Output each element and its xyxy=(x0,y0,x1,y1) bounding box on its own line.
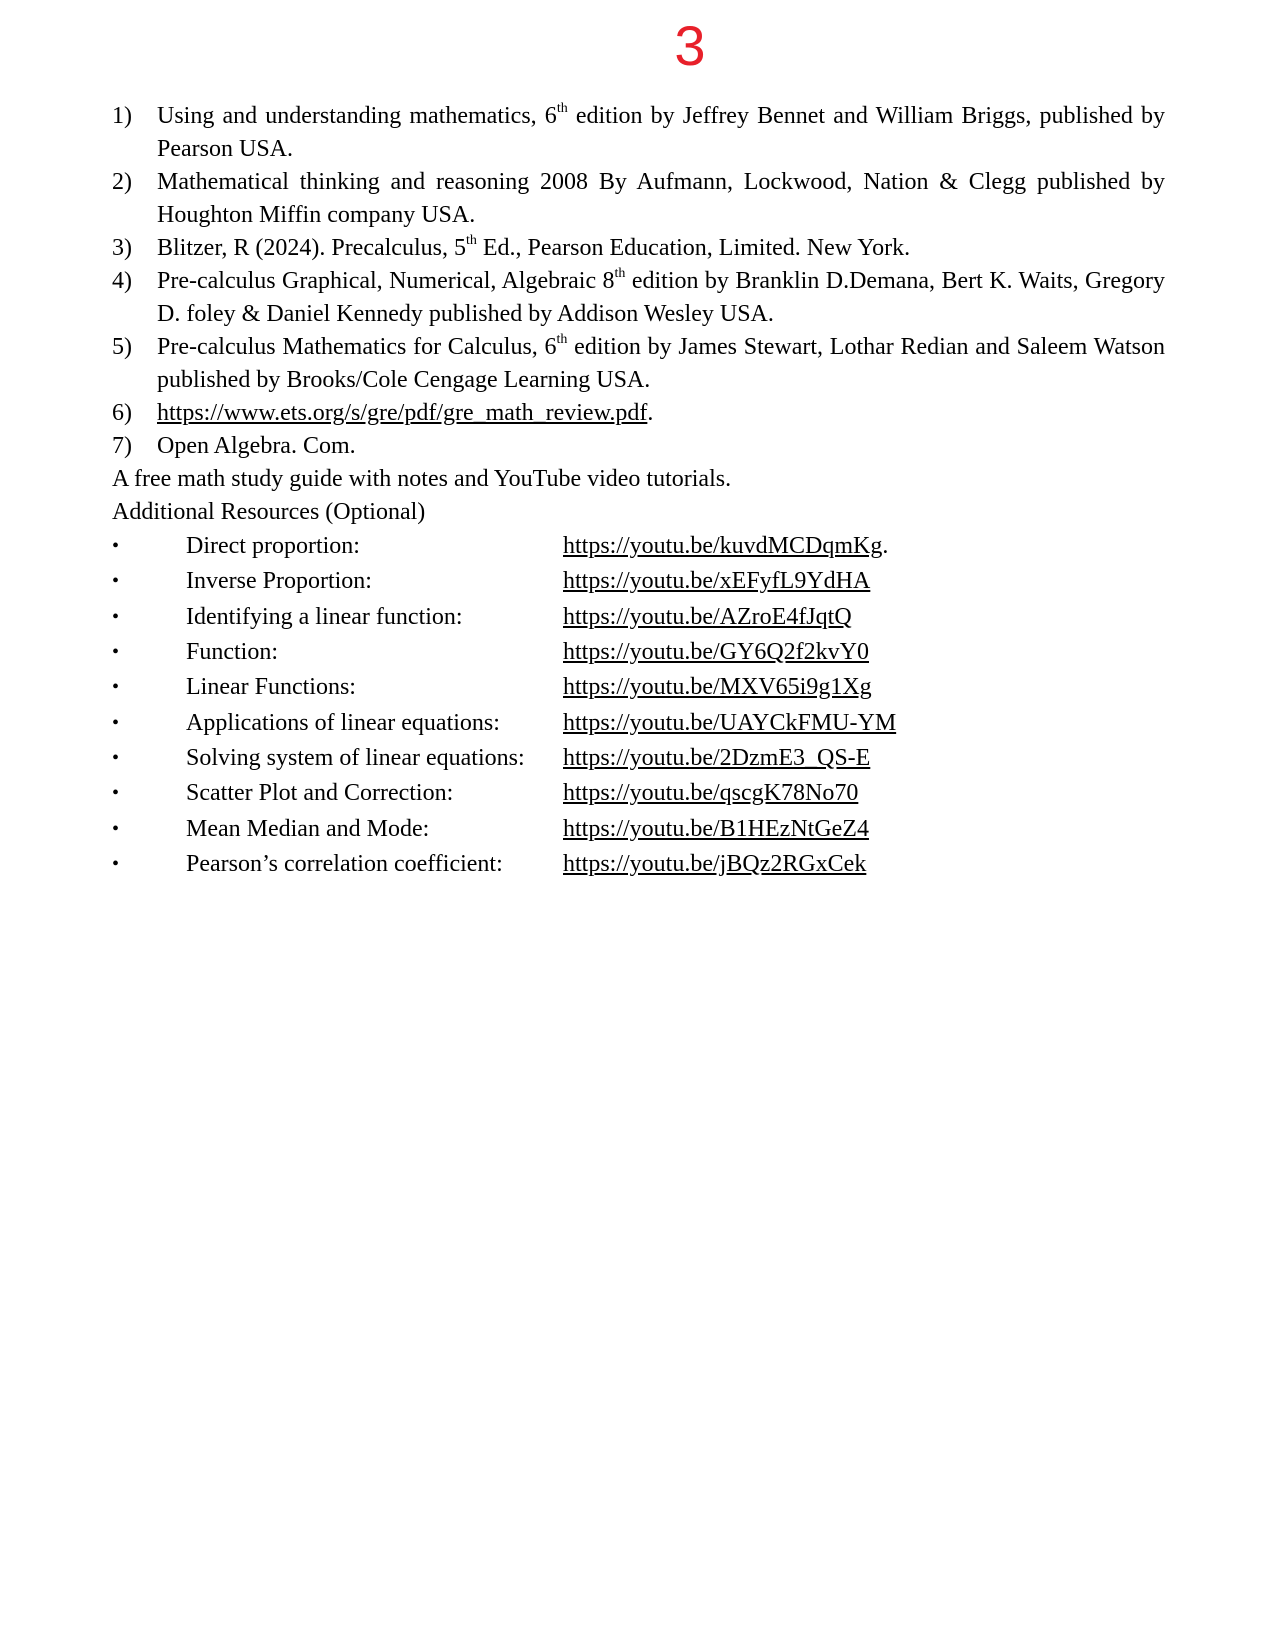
bullet-icon: • xyxy=(112,711,120,734)
reference-text-segment: Using and understanding mathematics, 6 xyxy=(157,103,557,129)
reference-item xyxy=(112,100,1165,166)
reference-text-segment: edition by James Stewart, Lothar Redian and Saleem Watson published by Brooks/Cole Cengage Learning USA. xyxy=(157,334,1165,393)
additional-resources-heading: Additional Resources (Optional) xyxy=(112,499,426,525)
resource-link-wrapper xyxy=(563,707,1165,740)
resource-item xyxy=(112,741,1165,776)
youtube-link[interactable]: https://youtu.be/GY6Q2f2kvY0 xyxy=(563,639,869,666)
ordinal-suffix: th xyxy=(465,233,477,248)
reference-number: 7) xyxy=(112,433,132,459)
resource-label: Scatter Plot and Correction: xyxy=(186,780,454,807)
reference-item xyxy=(112,265,1165,331)
resource-label: Identifying a linear function: xyxy=(186,603,463,630)
bullet-icon: • xyxy=(112,782,120,805)
reference-text xyxy=(157,232,1165,265)
youtube-link[interactable]: https://youtu.be/2DzmE3_QS-E xyxy=(563,744,871,771)
reference-number: 4) xyxy=(112,268,132,294)
reference-text-segment: Blitzer, R (2024). Precalculus, 5 xyxy=(157,235,466,261)
resource-item xyxy=(112,635,1165,670)
resource-list xyxy=(112,529,1165,882)
bullet-icon: • xyxy=(112,817,120,840)
reference-text-segment: Open Algebra. Com. xyxy=(157,433,356,459)
resource-label: Mean Median and Mode: xyxy=(186,815,430,842)
reference-text xyxy=(157,166,1165,232)
resource-item xyxy=(112,776,1165,811)
resource-link-wrapper xyxy=(563,777,1165,810)
resource-item xyxy=(112,600,1165,635)
resource-link-wrapper xyxy=(563,636,1165,669)
reference-text xyxy=(157,430,1165,463)
reference-item xyxy=(112,397,1165,430)
bullet-icon: • xyxy=(112,676,120,699)
resource-label: Solving system of linear equations: xyxy=(186,744,525,771)
reference-number: 1) xyxy=(112,103,132,129)
resource-label: Linear Functions: xyxy=(186,674,356,701)
reference-link[interactable]: https://www.ets.org/s/gre/pdf/gre_math_review.pdf xyxy=(157,400,648,426)
reference-text-segment: Pre-calculus Mathematics for Calculus, 6 xyxy=(157,334,557,360)
youtube-link[interactable]: https://youtu.be/xEFyfL9YdHA xyxy=(563,568,871,595)
resource-label: Applications of linear equations: xyxy=(186,709,500,736)
ordinal-suffix: th xyxy=(556,332,568,347)
resource-label: Direct proportion: xyxy=(186,533,360,560)
bullet-icon: • xyxy=(112,605,120,628)
bullet-icon: • xyxy=(112,641,120,664)
resource-link-wrapper xyxy=(563,742,1165,775)
document-body xyxy=(112,100,1165,882)
resource-link-wrapper xyxy=(563,848,1165,881)
youtube-link[interactable]: https://youtu.be/MXV65i9g1Xg xyxy=(563,674,872,701)
resource-label: Function: xyxy=(186,639,279,666)
reference-text-segment: Mathematical thinking and reasoning 2008 By Aufmann, Lockwood, Nation & Clegg published by Houghton Miffin company USA. xyxy=(157,169,1165,228)
resource-item xyxy=(112,847,1165,882)
resource-link-wrapper xyxy=(563,813,1165,846)
resource-link-wrapper xyxy=(563,601,1165,634)
reference-text-segment: Pre-calculus Graphical, Numerical, Algebraic 8 xyxy=(157,268,615,294)
youtube-link[interactable]: https://youtu.be/AZroE4fJqtQ xyxy=(563,603,852,630)
reference-number: 3) xyxy=(112,235,132,261)
link-suffix: . xyxy=(882,533,889,560)
reference-text-segment: edition by Jeffrey Bennet and William Briggs, published by Pearson USA. xyxy=(157,103,1165,162)
reference-text xyxy=(157,397,1165,430)
ordinal-suffix: th xyxy=(614,266,626,281)
resource-label: Pearson’s correlation coefficient: xyxy=(186,850,503,877)
reference-item xyxy=(112,331,1165,397)
resource-link-wrapper xyxy=(563,565,1165,598)
ordinal-suffix: th xyxy=(556,101,568,116)
resource-item xyxy=(112,705,1165,740)
reference-number: 2) xyxy=(112,169,132,195)
resource-label: Inverse Proportion: xyxy=(186,568,372,595)
bullet-icon: • xyxy=(112,852,120,875)
page-number: 3 xyxy=(674,14,706,77)
reference-text-segment: Ed., Pearson Education, Limited. New York. xyxy=(476,235,911,261)
youtube-link[interactable]: https://youtu.be/jBQz2RGxCek xyxy=(563,850,867,877)
resource-item xyxy=(112,811,1165,846)
reference-item xyxy=(112,166,1165,232)
resource-link-wrapper xyxy=(563,530,1165,563)
reference-item xyxy=(112,430,1165,463)
reference-number: 5) xyxy=(112,334,132,360)
reference-text xyxy=(157,100,1165,166)
resource-item xyxy=(112,670,1165,705)
bullet-icon: • xyxy=(112,570,120,593)
youtube-link[interactable]: https://youtu.be/qscgK78No70 xyxy=(563,780,859,807)
bullet-icon: • xyxy=(112,535,120,558)
reference-text-segment: . xyxy=(647,400,654,426)
resource-link-wrapper xyxy=(563,671,1165,704)
bullet-icon: • xyxy=(112,746,120,769)
reference-text xyxy=(157,265,1165,331)
youtube-link[interactable]: https://youtu.be/B1HEzNtGeZ4 xyxy=(563,815,869,842)
reference-text xyxy=(157,331,1165,397)
reference-item xyxy=(112,232,1165,265)
study-guide-note: A free math study guide with notes and YouTube video tutorials. xyxy=(112,466,732,492)
youtube-link[interactable]: https://youtu.be/kuvdMCDqmKg xyxy=(563,533,883,560)
youtube-link[interactable]: https://youtu.be/UAYCkFMU-YM xyxy=(563,709,897,736)
reference-list xyxy=(112,100,1165,463)
resource-item xyxy=(112,529,1165,564)
resource-item xyxy=(112,564,1165,599)
reference-number: 6) xyxy=(112,400,132,426)
reference-text-segment: edition by Branklin D.Demana, Bert K. Waits, Gregory D. foley & Daniel Kennedy published by Addison Wesley USA. xyxy=(157,268,1165,327)
